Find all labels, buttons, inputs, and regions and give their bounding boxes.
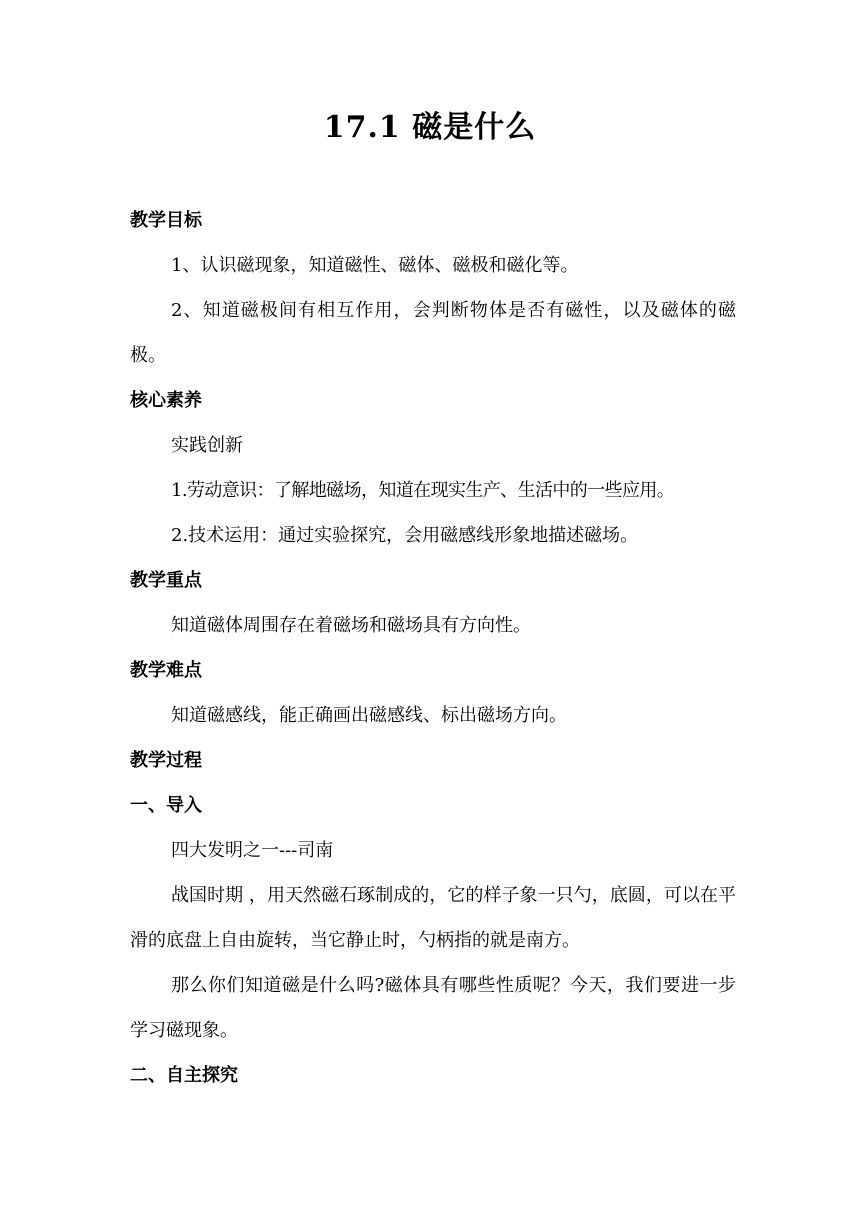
- intro-subheading: 四大发明之一---司南: [171, 840, 334, 861]
- literacy-item-1: 1.劳动意识：了解地磁场，知道在现实生产、生活中的一些应用。: [171, 480, 675, 501]
- focus-text: 知道磁体周围存在着磁场和磁场具有方向性。: [171, 615, 531, 636]
- section-heading-literacy: 核心素养: [130, 390, 202, 411]
- literacy-subheading: 实践创新: [171, 435, 243, 456]
- section-heading-focus: 教学重点: [130, 570, 202, 591]
- goal-item-2: 2、知道磁极间有相互作用，会判断物体是否有磁性，以及磁体的磁极。: [130, 300, 736, 366]
- section-heading-explore: 二、自主探究: [130, 1065, 238, 1086]
- goal-item-1: 1、认识磁现象，知道磁性、磁体、磁极和磁化等。: [171, 255, 579, 276]
- intro-paragraph-1: 战国时期 ，用天然磁石琢制成的，它的样子象一只勺，底圆，可以在平滑的底盘上自由旋转，当它静止时，勺柄指的就是南方。: [130, 885, 736, 951]
- section-heading-intro: 一、导入: [130, 795, 202, 816]
- section-heading-goals: 教学目标: [130, 210, 202, 231]
- intro-paragraph-2: 那么你们知道磁是什么吗?磁体具有哪些性质呢？今天，我们要进一步学习磁现象。: [130, 975, 736, 1041]
- document-body: [130, 198, 736, 1098]
- section-heading-difficulty: 教学难点: [130, 660, 202, 681]
- page-title: 17.1 磁是什么: [323, 110, 537, 145]
- section-heading-process: 教学过程: [130, 750, 202, 771]
- literacy-item-2: 2.技术运用：通过实验探究，会用磁感线形象地描述磁场。: [171, 525, 639, 546]
- difficulty-text: 知道磁感线，能正确画出磁感线、标出磁场方向。: [171, 705, 567, 726]
